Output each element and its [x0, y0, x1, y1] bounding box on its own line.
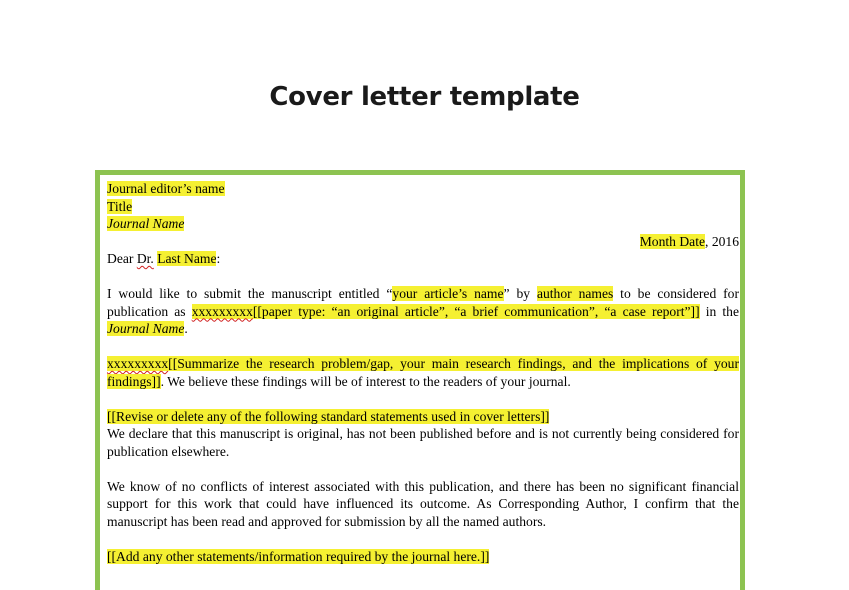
paragraph-originality: We declare that this manuscript is original, has not been published before and is not currently being considered for publication elsewhere. [107, 426, 739, 459]
p1-text-e: . [184, 321, 188, 336]
author-names: author names [536, 286, 614, 301]
editor-title-line [107, 198, 739, 216]
salutation [107, 250, 739, 268]
article-name: your article’s name [392, 286, 504, 301]
p2-text-rest: . We believe these findings will be of interest to the readers of your journal. [160, 373, 571, 389]
revise-instruction: [[Revise or delete any of the following standard statements used in cover letters]] [107, 408, 550, 424]
editor-name-line [107, 180, 739, 198]
paragraph-summary [107, 355, 739, 390]
editor-title: Title [107, 198, 133, 214]
page-title: Cover letter template [269, 82, 580, 112]
editor-name: Journal editor’s name [107, 181, 225, 196]
paragraph-conflicts: We know of no conflicts of interest associated with this publication, and there has been no significant financial support for this work that could have influenced its outcome. As Corresponding Author, I confirm that the manuscript has been read and approved for submission by all the named authors. [107, 478, 739, 529]
salutation-dr: Dr. [136, 251, 154, 266]
date-year: , 2016 [705, 233, 739, 249]
instruction-line [107, 408, 739, 426]
paragraph-submission [107, 285, 739, 338]
p1-text-d: in the [699, 303, 740, 319]
salutation-colon: : [216, 251, 221, 266]
research-summary: [[Summarize the research problem/gap, your main research findings, and the implications of your findings]] [107, 356, 739, 389]
p1-journal-name: Journal Name [107, 321, 185, 336]
date-line [107, 233, 739, 251]
additional-statements-line [107, 548, 739, 566]
p1-text-a: I would like to submit the manuscript entitled “ [107, 286, 393, 301]
salutation-prefix: Dear [107, 251, 137, 266]
additional-statements: [[Add any other statements/information required by the journal here.]] [107, 548, 490, 564]
journal-name: Journal Name [107, 216, 185, 231]
date-placeholder: Month Date [639, 233, 706, 249]
salutation-name: Last Name [157, 251, 217, 266]
p1-text-c: to be considered for publication as [107, 286, 739, 319]
p1-placeholder-x: xxxxxxxxx [191, 303, 253, 319]
journal-name-line [107, 215, 739, 233]
p2-placeholder-x: xxxxxxxxx [107, 356, 169, 371]
cover-letter-document [107, 180, 739, 565]
paper-type: [[paper type: “an original article”, “a brief communication”, “a case report”]] [252, 303, 700, 319]
p1-text-b: ” by [503, 286, 537, 301]
